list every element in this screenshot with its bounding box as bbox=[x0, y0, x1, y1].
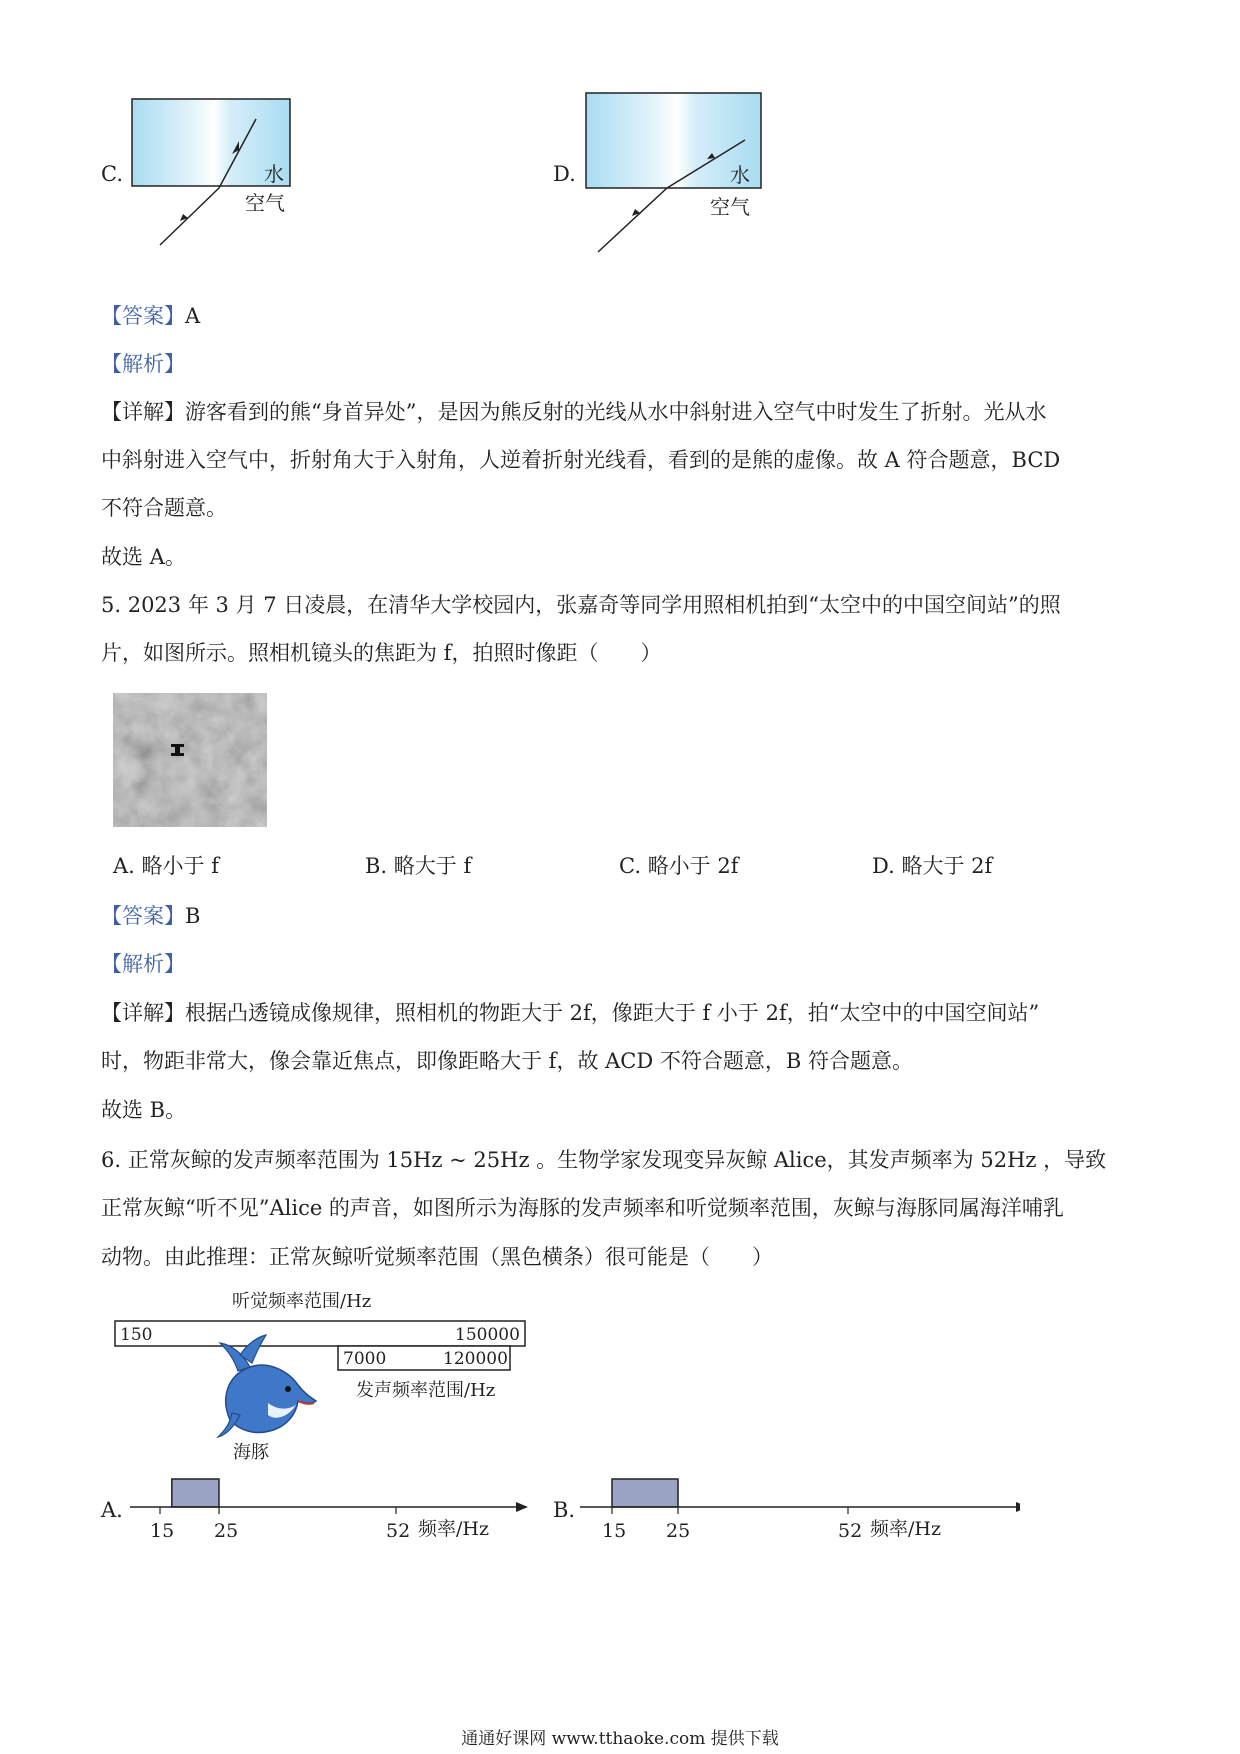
question-stem: 5. 2023 年 3 月 7 日凌晨，在清华大学校园内，张嘉奇等同学用照相机拍到“太空中的中国空间站”的照 bbox=[101, 593, 1061, 617]
option-letter: D. bbox=[872, 854, 895, 878]
hearing-high: 150000 bbox=[455, 1325, 520, 1345]
answer-label: 【答案】 bbox=[101, 304, 185, 328]
answer-value: B bbox=[185, 904, 201, 928]
question-stem: 6. 正常灰鲸的发声频率范围为 15Hz ~ 25Hz 。生物学家发现变异灰鲸 Alice，其发声频率为 52Hz ，导致 bbox=[101, 1148, 1107, 1172]
detail-text: 根据凸透镜成像规律，照相机的物距大于 2f，像距大于 f 小于 2f，拍“太空中的中国空间站” bbox=[185, 1001, 1040, 1025]
detail-line: 中斜射进入空气中，折射角大于入射角，人逆着折射光线看，看到的是熊的虚像。故 A 符合题意，BCD bbox=[101, 448, 1061, 472]
incident-ray bbox=[160, 188, 219, 245]
conclusion: 故选 B。 bbox=[101, 1098, 187, 1122]
tick-label: 25 bbox=[214, 1520, 239, 1542]
dolphin-illustration bbox=[218, 1335, 316, 1437]
detail-label: 【详解】 bbox=[101, 1001, 185, 1025]
option-d-letter: D. bbox=[553, 162, 576, 186]
tick-label: 52 bbox=[386, 1520, 411, 1542]
axis-label: 频率/Hz bbox=[870, 1518, 941, 1540]
air-label: 空气 bbox=[710, 195, 750, 219]
option-c bbox=[619, 852, 739, 880]
analysis-label: 【解析】 bbox=[101, 952, 185, 976]
water-label: 水 bbox=[730, 163, 750, 187]
voice-range-title: 发声频率范围/Hz bbox=[356, 1380, 496, 1401]
detail-label: 【详解】 bbox=[101, 400, 185, 424]
voice-high: 120000 bbox=[443, 1349, 508, 1369]
number-line-a bbox=[130, 1465, 570, 1545]
question-stem: 正常灰鲸“听不见”Alice 的声音，如图所示为海豚的发声频率和听觉频率范围，灰鲸与海豚同属海洋哺乳 bbox=[101, 1196, 1064, 1220]
option-a-letter: A. bbox=[101, 1498, 123, 1522]
detail-line: 时，物距非常大，像会靠近焦点，即像距略大于 f，故 ACD 不符合题意，B 符合题意。 bbox=[101, 1049, 913, 1073]
tick-label: 52 bbox=[838, 1520, 863, 1542]
dolphin-label: 海豚 bbox=[233, 1442, 269, 1463]
option-text: 略大于 2f bbox=[901, 854, 993, 878]
option-text: 略小于 f bbox=[141, 854, 219, 878]
axis-arrow bbox=[1016, 1502, 1020, 1512]
voice-low: 7000 bbox=[343, 1349, 387, 1369]
option-b-letter: B. bbox=[553, 1498, 576, 1522]
axis-arrow bbox=[516, 1502, 528, 1512]
detail-line bbox=[101, 999, 1039, 1027]
answer-row bbox=[101, 302, 200, 330]
option-c-letter: C. bbox=[101, 162, 123, 186]
hearing-range-title: 听觉频率范围/Hz bbox=[232, 1291, 372, 1312]
hearing-low: 150 bbox=[120, 1325, 153, 1345]
option-d bbox=[872, 852, 992, 880]
tick-label: 15 bbox=[150, 1520, 175, 1542]
page-footer: 通通好课网 www.tthaoke.com 提供下载 bbox=[461, 1729, 779, 1749]
answer-value: A bbox=[185, 304, 201, 328]
space-station-photo bbox=[113, 693, 267, 827]
analysis-label: 【解析】 bbox=[101, 352, 185, 376]
option-a bbox=[113, 852, 219, 880]
number-line-b bbox=[580, 1465, 1020, 1545]
conclusion: 故选 A。 bbox=[101, 545, 186, 569]
air-label: 空气 bbox=[245, 191, 285, 215]
frequency-bar bbox=[612, 1479, 678, 1507]
option-letter: A. bbox=[113, 854, 135, 878]
dolphin-frequency-figure bbox=[100, 1285, 540, 1465]
refraction-diagram-c bbox=[120, 90, 320, 255]
answer-row bbox=[101, 902, 200, 930]
tick-label: 15 bbox=[602, 1520, 627, 1542]
option-letter: B. bbox=[365, 854, 388, 878]
axis-label: 频率/Hz bbox=[418, 1518, 489, 1540]
option-letter: C. bbox=[619, 854, 641, 878]
refraction-diagram-d bbox=[580, 84, 780, 259]
option-text: 略大于 f bbox=[393, 854, 472, 878]
water-label: 水 bbox=[264, 162, 284, 186]
detail-line bbox=[101, 398, 1046, 426]
option-text: 略小于 2f bbox=[647, 854, 739, 878]
incident-ray bbox=[598, 188, 667, 252]
detail-line: 不符合题意。 bbox=[101, 496, 227, 520]
option-b bbox=[365, 852, 471, 880]
question-stem: 动物。由此推理：正常灰鲸听觉频率范围（黑色横条）很可能是（ ） bbox=[101, 1245, 773, 1269]
answer-label: 【答案】 bbox=[101, 904, 185, 928]
tick-label: 25 bbox=[666, 1520, 691, 1542]
question-stem: 片，如图所示。照相机镜头的焦距为 f，拍照时像距（ ） bbox=[101, 641, 662, 665]
detail-text: 游客看到的熊“身首异处”，是因为熊反射的光线从水中斜射进入空气中时发生了折射。光从水 bbox=[185, 400, 1047, 424]
frequency-bar bbox=[172, 1479, 219, 1507]
